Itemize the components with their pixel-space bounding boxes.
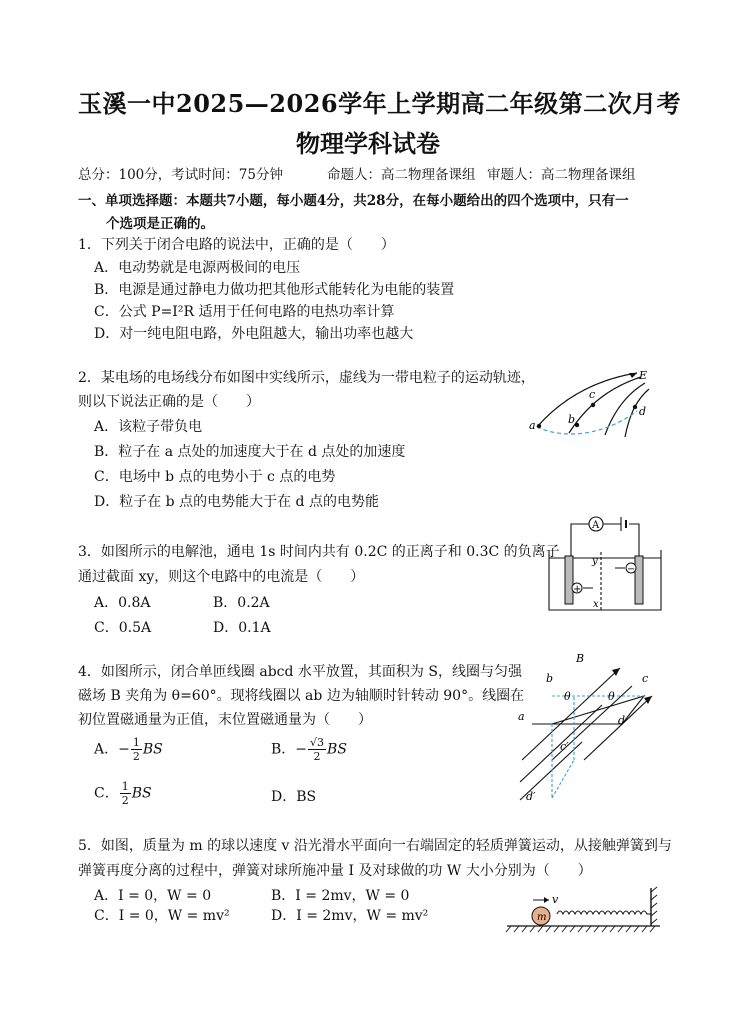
question-5-option-c: C．I = 0，W = mv²: [94, 908, 230, 924]
ground-hatch: [506, 926, 655, 932]
field-arrow-icon: [629, 373, 637, 378]
label-d-prime: d′: [526, 790, 536, 803]
question-5-stem-cont: 弹簧再度分离的过程中，弹簧对球所施冲量 I 及对球做的功 W 大小分别为（ ）: [78, 863, 592, 879]
option-a-denominator: 2: [132, 750, 140, 763]
minus-label: −: [627, 564, 636, 575]
question-1-stem: 1．下列关于闭合电路的说法中，正确的是（ ）: [78, 237, 395, 253]
label-b: b: [568, 413, 576, 426]
option-b-label: B．: [271, 741, 296, 758]
question-4-option-d: D．BS: [271, 789, 317, 805]
question-1-option-a: A．电动势就是电源两极间的电压: [94, 260, 301, 276]
arrow-head-icon: [544, 897, 549, 903]
electric-field-figure: [525, 365, 660, 440]
label-B: B: [576, 652, 585, 665]
option-b-fraction: [308, 736, 326, 763]
exam-meta: 总分：100分，考试时间：75分钟: [78, 167, 283, 183]
question-1-option-d: D．对一纯电阻电路，外电阻越大，输出功率也越大: [94, 326, 414, 342]
option-c-denominator: 2: [121, 794, 129, 807]
ammeter-label: A: [592, 520, 600, 531]
question-2-stem: 2．某电场的电场线分布如图中实线所示，虚线为一带电粒子的运动轨迹，: [78, 370, 535, 386]
point-b: [575, 423, 579, 427]
point-d: [633, 405, 637, 409]
spring-icon: [557, 911, 651, 914]
question-2-option-d: D．粒子在 b 点的电势能大于在 d 点的电势能: [94, 494, 379, 510]
plus-label: +: [573, 584, 582, 595]
question-3-option-d: D．0.1A: [213, 620, 271, 636]
question-4-stem-cont2: 初位置磁通量为正值，末位置磁通量为（ ）: [78, 712, 372, 728]
field-line-1: [537, 373, 637, 427]
label-c: c: [642, 672, 649, 685]
wire-right: [629, 524, 639, 558]
label-theta-1: θ: [564, 690, 571, 703]
question-5-option-d: D．I = 2mv，W = mv²: [271, 908, 429, 924]
option-b-tail: BS: [327, 741, 347, 758]
question-4-option-a: [94, 736, 163, 763]
question-1-option-c: C．公式 P=I²R 适用于任何电路的电热功率计算: [94, 304, 395, 320]
electrolytic-cell-figure: [545, 512, 665, 614]
paper-subtitle: 物理学科试卷: [296, 129, 440, 158]
question-4-option-c: [94, 780, 152, 807]
question-2-option-b: B．粒子在 a 点处的加速度大于在 d 点处的加速度: [94, 444, 406, 460]
section-heading-cont: 个选项是正确的。: [106, 216, 214, 232]
label-c-prime: c′: [560, 740, 569, 753]
option-a-fraction: [131, 736, 142, 763]
label-m: m: [537, 912, 547, 923]
label-a: a: [518, 710, 525, 723]
question-4-stem-cont1: 磁场 B 夹角为 θ=60°。现将线圈以 ab 边为轴顺时针转动 90°。线圈在: [78, 688, 525, 704]
option-c-fraction: [120, 780, 131, 807]
wire-left: [571, 524, 589, 558]
rotated-edge-dc: [552, 760, 574, 798]
label-E: E: [639, 369, 648, 382]
question-2-stem-cont: 则以下说法正确的是（ ）: [78, 394, 260, 410]
option-a-sign: −: [118, 741, 130, 758]
field-line-2: [569, 377, 641, 433]
label-x: x: [593, 599, 599, 610]
question-3-stem: 3．如图所示的电解池，通电 1s 时间内共有 0.2C 的正离子和 0.3C 的负离子: [78, 544, 560, 560]
label-b: b: [546, 672, 554, 685]
label-d: d: [639, 405, 647, 418]
option-c-tail: BS: [131, 785, 152, 802]
point-c: [591, 403, 595, 407]
wall-hatch: [651, 887, 657, 924]
option-b-numerator: √3: [310, 736, 325, 749]
label-theta-2: θ: [608, 690, 615, 703]
option-a-label: A．: [94, 741, 119, 758]
coil-magnetic-field-figure: [512, 650, 662, 805]
question-3-stem-cont: 通过截面 xy，则这个电路中的电流是（ ）: [78, 569, 365, 585]
option-b-sign: −: [295, 741, 308, 758]
setter-info: 命题人：高二物理备课组: [327, 167, 476, 183]
label-c: c: [589, 388, 596, 401]
right-electrode: [635, 556, 643, 604]
left-electrode: [565, 556, 573, 604]
option-c-numerator: 1: [121, 780, 129, 793]
particle-trajectory: [537, 411, 637, 434]
question-3-option-a: A．0.8A: [94, 595, 151, 611]
option-b-denominator: 2: [313, 750, 321, 763]
question-2-option-c: C．电场中 b 点的电势小于 c 点的电势: [94, 469, 336, 485]
option-c-label: C．: [94, 785, 119, 802]
paper-title: 玉溪一中2025—2026学年上学期高二年级第二次月考: [78, 89, 682, 118]
question-5-option-a: A．I = 0，W = 0: [94, 888, 212, 904]
section-heading: 一、单项选择题：本题共7小题，每小题4分，共28分，在每小题给出的四个选项中，只有一: [78, 193, 629, 209]
field-line-b3: [522, 668, 620, 760]
question-4-stem: 4．如图所示，闭合单匝线圈 abcd 水平放置，其面积为 S，线圈与匀强: [78, 664, 522, 680]
question-1-option-b: B．电源是通过静电力做功把其他形式能转化为电能的装置: [94, 282, 455, 298]
reviewer-info: 审题人：高二物理备课组: [487, 167, 636, 183]
question-3-option-c: C．0.5A: [94, 620, 152, 636]
spring-ball-figure: [505, 882, 667, 934]
question-4-option-b: [271, 736, 347, 763]
label-v: v: [552, 893, 559, 906]
option-a-numerator: 1: [132, 736, 140, 749]
field-line-b5: [584, 696, 652, 760]
point-a: [537, 424, 541, 428]
option-a-tail: BS: [142, 741, 163, 758]
question-5-option-b: B．I = 2mv，W = 0: [271, 888, 410, 904]
label-d: d: [618, 714, 626, 727]
question-3-option-b: B．0.2A: [213, 595, 270, 611]
question-5-stem: 5．如图，质量为 m 的球以速度 v 沿光滑水平面向一右端固定的轻质弹簧运动，从接触弹簧到与: [78, 838, 672, 854]
question-2-option-a: A．该粒子带负电: [94, 419, 203, 435]
label-a: a: [529, 419, 536, 432]
label-y: y: [592, 556, 598, 567]
